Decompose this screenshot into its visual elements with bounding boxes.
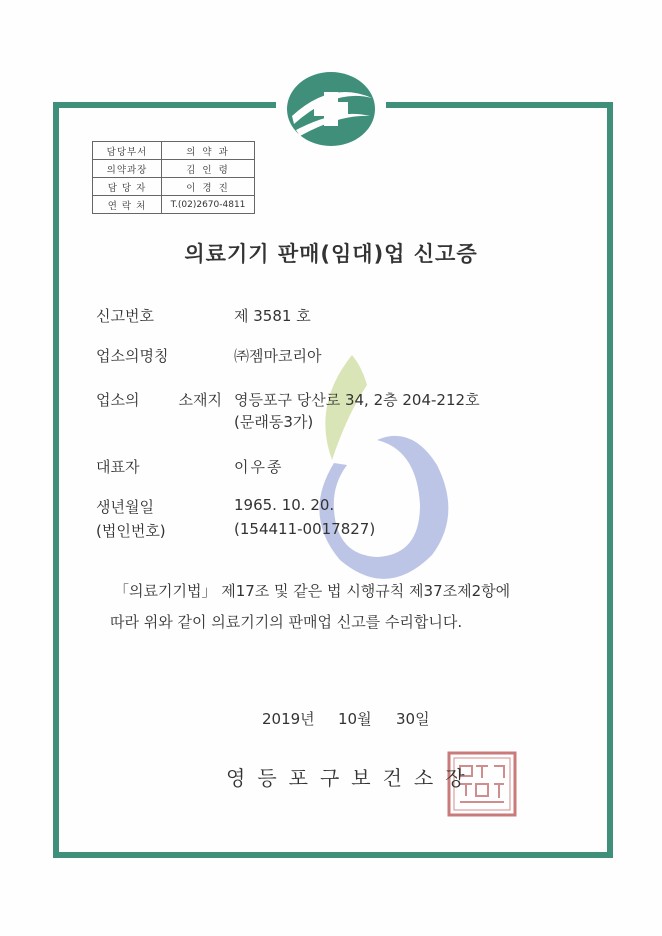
birth-date-label: 생년월일: [96, 498, 154, 516]
corp-number-label: (법인번호): [96, 522, 166, 540]
approval-row: [93, 160, 255, 178]
approval-value: T.(02)2670-4811: [162, 196, 255, 214]
approval-label: 담당부서: [93, 142, 162, 160]
approval-row: [93, 196, 255, 214]
body-line-1: 「의료기기법」 제17조 및 같은 법 시행규칙 제37조제2항에: [114, 582, 511, 600]
certificate-title: 의료기기 판매(임대)업 신고증: [184, 242, 478, 266]
approval-table: [92, 141, 255, 214]
address-value: 영등포구 당산로 34, 2층 204-212호: [234, 391, 480, 409]
address-value-line2: (문래동3가): [234, 413, 314, 431]
body-line-2: 따라 위와 같이 의료기기의 판매업 신고를 수리합니다.: [110, 613, 463, 631]
corp-number-value: (154411-0017827): [234, 520, 376, 538]
address-label: 업소의 소재지: [96, 391, 222, 409]
approval-value: 김 인 령: [162, 160, 255, 178]
approval-row: [93, 178, 255, 196]
approval-value: 이 경 진: [162, 178, 255, 196]
date-day: 30일: [396, 710, 430, 728]
representative-label: 대표자: [96, 458, 140, 476]
birth-date-value: 1965. 10. 20.: [234, 496, 335, 514]
report-number-value: 제 3581 호: [234, 307, 311, 325]
health-center-logo: [282, 68, 380, 150]
report-number-label: 신고번호: [96, 307, 154, 325]
approval-label: 연 락 처: [93, 196, 162, 214]
issuer-name: 영등포구보건소장: [226, 766, 477, 790]
approval-value: 의 약 과: [162, 142, 255, 160]
approval-row: [93, 142, 255, 160]
approval-label: 의약과장: [93, 160, 162, 178]
date-year: 2019년: [262, 710, 315, 728]
representative-value: 이우종: [234, 458, 284, 476]
approval-label: 담 당 자: [93, 178, 162, 196]
business-name-value: ㈜젬마코리아: [234, 347, 322, 365]
business-name-label: 업소의명칭: [96, 347, 169, 365]
district-emblem-watermark: [292, 345, 454, 595]
date-month: 10월: [338, 710, 372, 728]
